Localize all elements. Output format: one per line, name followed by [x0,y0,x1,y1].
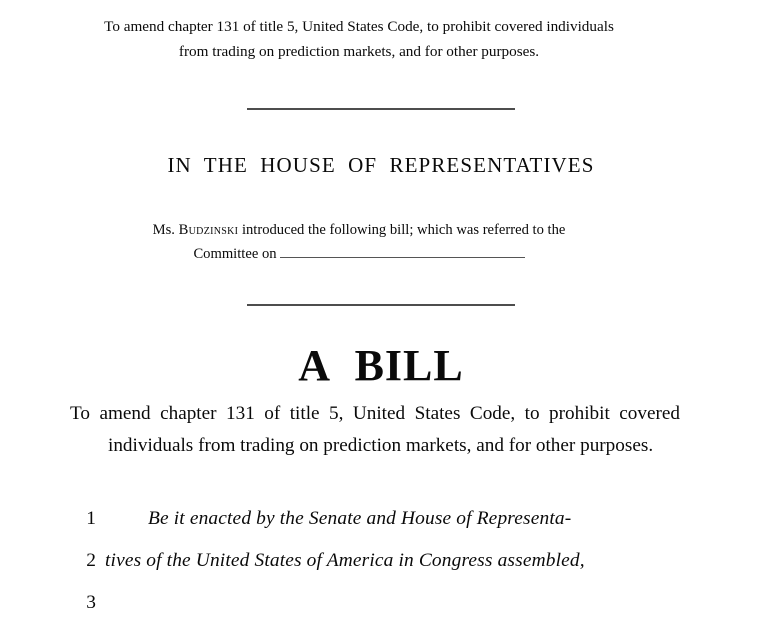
sponsor-referral-block [94,218,624,266]
sponsor-name: Budzinski [178,222,239,238]
chamber-heading: IN THE HOUSE OF REPRESENTATIVES [167,153,595,177]
enacting-clause [0,508,762,634]
numbered-line [0,592,762,634]
page-title: A BILL [298,341,464,390]
divider-rule-bottom [0,296,762,314]
long-title-body: amend chapter 131 of title 5, United States Code, to prohibit covered individuals from trading on prediction markets, and for other purposes. [99,403,681,456]
long-title-paragraph [70,398,680,461]
long-title-lead-word: To [70,403,90,424]
divider-rule-top [0,100,762,118]
line-text: Be it enacted by the Senate and House of Representa- [148,508,572,529]
line-text: tives of the United States of America in Congress assembled, [105,550,585,571]
numbered-line [0,508,762,550]
line-number: 1 [86,508,96,529]
committee-blank-field[interactable] [280,247,525,259]
line-number: 3 [86,592,96,613]
line-number: 2 [86,550,96,571]
numbered-line [0,550,762,592]
committee-label: Committee on [193,246,277,262]
sponsor-honorific: Ms. [152,222,175,238]
document-header-summary: To amend chapter 131 of title 5, United States Code, to prohibit covered individuals from trading on prediction markets, and for other purposes. [104,18,614,60]
horizontal-rule [247,304,515,306]
horizontal-rule [247,108,515,110]
sponsor-action-text: introduced the following bill; which was referred to the [241,222,566,238]
